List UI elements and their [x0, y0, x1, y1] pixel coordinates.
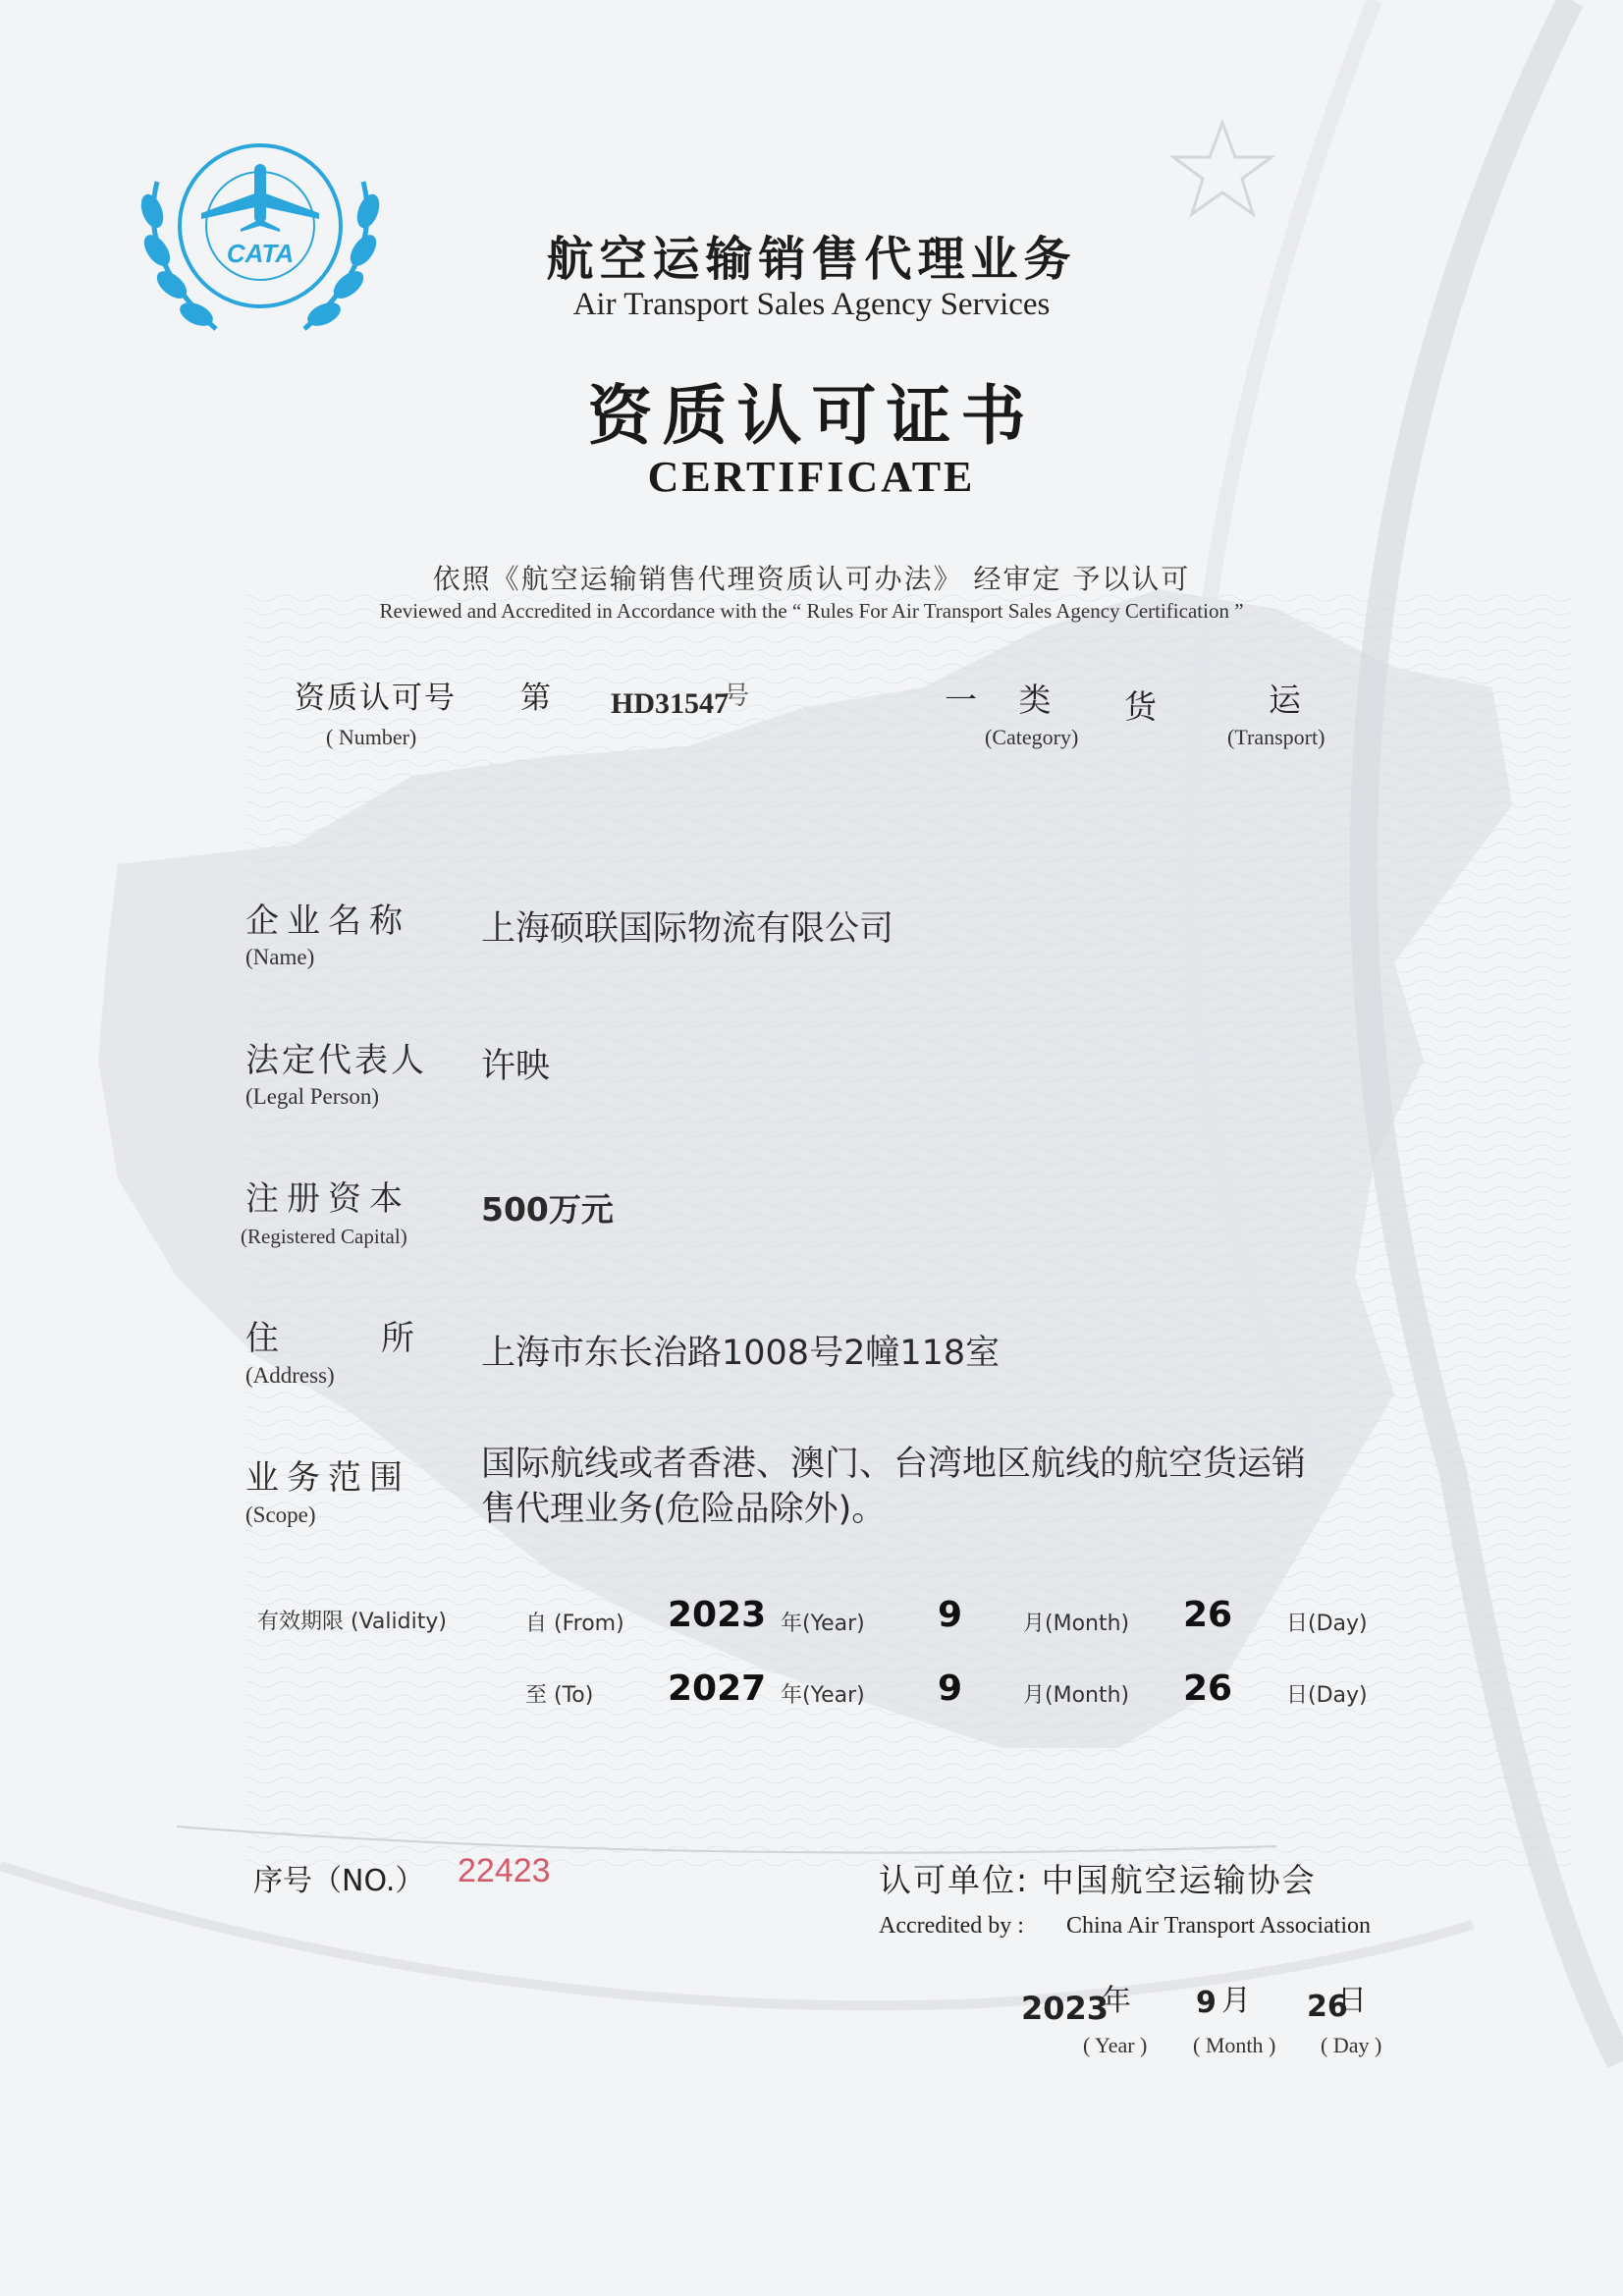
scope-label-cn: 业务范围 [245, 1458, 410, 1498]
category-cn: 一 类 [945, 681, 1067, 719]
certificate-title-cn: 资质认可证书 [587, 377, 1036, 454]
to-month-label: 月(Month) [1023, 1683, 1130, 1708]
company-name: 上海硕联国际物流有限公司 [481, 909, 894, 949]
issue-month: 9 [1196, 1986, 1217, 2020]
title-cn: 航空运输销售代理业务 [546, 232, 1077, 287]
name-label-cn: 企业名称 [245, 902, 410, 941]
legal-label-cn: 法定代表人 [245, 1041, 427, 1080]
issue-year-cn: 年 [1102, 1984, 1131, 2018]
scope-line-2: 售代理业务(危险品除外)。 [481, 1490, 887, 1529]
from-month-label: 月(Month) [1023, 1612, 1130, 1636]
number-suffix: 号 [724, 682, 750, 711]
to-day: 26 [1183, 1668, 1233, 1709]
address: 上海市东长治路1008号2幢118室 [481, 1334, 1001, 1373]
scope-label-en: (Scope) [245, 1503, 316, 1527]
issue-day-en: ( Day ) [1321, 2033, 1382, 2057]
certificate-title-en: CERTIFICATE [647, 453, 976, 501]
to-month: 9 [938, 1668, 963, 1709]
capital-label-en: (Registered Capital) [241, 1225, 407, 1248]
from-month: 9 [938, 1595, 963, 1635]
issue-year-en: ( Year ) [1083, 2033, 1148, 2057]
to-year-label: 年(Year) [781, 1683, 865, 1708]
number-label-en: ( Number) [326, 725, 417, 749]
transport-cn-2: 运 [1269, 681, 1301, 719]
from-day: 26 [1183, 1595, 1233, 1635]
certificate-number: HD31547 [611, 687, 729, 720]
legal-label-en: (Legal Person) [245, 1084, 380, 1109]
accredited-cn: 认可单位: 中国航空运输协会 [879, 1861, 1317, 1899]
issue-year: 2023 [1021, 1990, 1109, 2027]
from-year-label: 年(Year) [781, 1612, 865, 1636]
title-en: Air Transport Sales Agency Services [572, 287, 1051, 322]
name-label-en: (Name) [245, 945, 315, 969]
validity-label: 有效期限 (Validity) [257, 1610, 447, 1634]
validity-from-label: 自 (From) [525, 1612, 624, 1636]
to-year: 2027 [668, 1668, 767, 1709]
svg-text:CATA: CATA [226, 239, 295, 268]
from-day-label: 日(Day) [1286, 1612, 1368, 1636]
issue-month-cn: 月 [1221, 1984, 1251, 2018]
serial-label: 序号（NO.） [253, 1864, 425, 1898]
address-label-en: (Address) [245, 1363, 335, 1388]
number-label-cn: 资质认可号 [295, 681, 457, 716]
issue-day: 26 [1307, 1990, 1348, 2024]
to-day-label: 日(Day) [1286, 1683, 1368, 1708]
from-year: 2023 [668, 1595, 767, 1635]
transport-cn-1: 货 [1124, 687, 1157, 726]
transport-en: (Transport) [1227, 725, 1325, 749]
legal-person: 许映 [481, 1047, 551, 1086]
accredited-en: China Air Transport Association [1066, 1913, 1372, 1939]
capital-label-cn: 注册资本 [245, 1179, 410, 1219]
address-label-cn-2: 所 [381, 1319, 417, 1358]
accredited-by-label: Accredited by : [879, 1913, 1024, 1939]
address-label-cn-1: 住 [245, 1319, 282, 1358]
validity-to-label: 至 (To) [525, 1683, 594, 1708]
registered-capital: 500万元 [481, 1190, 614, 1229]
issue-day-cn: 日 [1337, 1984, 1367, 2018]
basis-en: Reviewed and Accredited in Accordance with the “ Rules For Air Transport Sales Agency Certification ” [379, 599, 1244, 623]
scope-line-1: 国际航线或者香港、澳门、台湾地区航线的航空货运销 [481, 1445, 1307, 1484]
issue-month-en: ( Month ) [1193, 2033, 1276, 2057]
basis-cn: 依照《航空运输销售代理资质认可办法》 经审定 予以认可 [432, 563, 1191, 595]
serial-number: 22423 [458, 1852, 551, 1889]
number-prefix: 第 [520, 681, 551, 716]
category-en: (Category) [985, 725, 1079, 749]
